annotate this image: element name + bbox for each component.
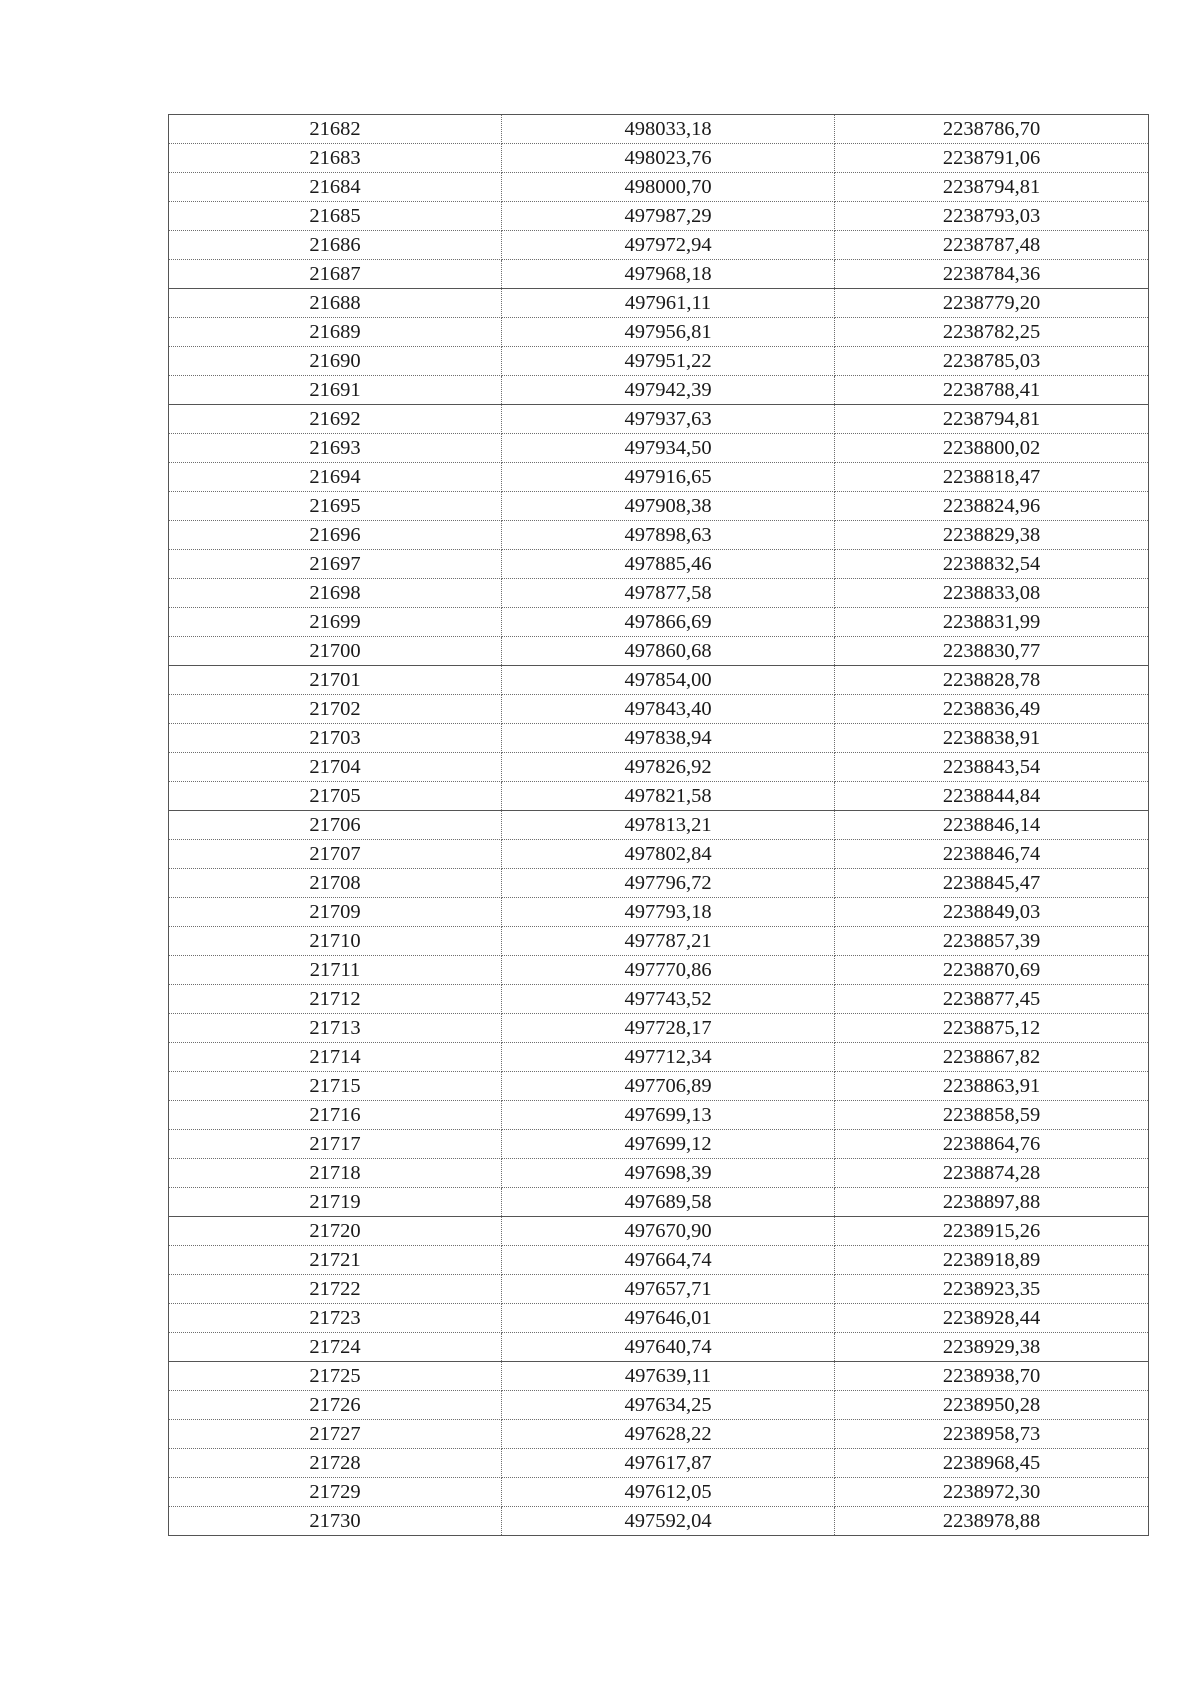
point-number-cell: 21701: [169, 666, 502, 695]
y-coordinate-cell: 2238950,28: [835, 1391, 1149, 1420]
y-coordinate-cell: 2238828,78: [835, 666, 1149, 695]
point-number-cell: 21730: [169, 1507, 502, 1536]
table-row: [169, 1130, 1149, 1159]
y-coordinate-cell: 2238857,39: [835, 927, 1149, 956]
y-coordinate-cell: 2238864,76: [835, 1130, 1149, 1159]
x-coordinate-cell: 497802,84: [502, 840, 835, 869]
table-row: [169, 260, 1149, 289]
y-coordinate-cell: 2238929,38: [835, 1333, 1149, 1362]
x-coordinate-cell: 497617,87: [502, 1449, 835, 1478]
table-row: [169, 202, 1149, 231]
x-coordinate-cell: 497728,17: [502, 1014, 835, 1043]
x-coordinate-cell: 497854,00: [502, 666, 835, 695]
x-coordinate-cell: 497628,22: [502, 1420, 835, 1449]
table-row: [169, 579, 1149, 608]
x-coordinate-cell: 497770,86: [502, 956, 835, 985]
table-row: [169, 550, 1149, 579]
point-number-cell: 21682: [169, 115, 502, 144]
y-coordinate-cell: 2238870,69: [835, 956, 1149, 985]
point-number-cell: 21694: [169, 463, 502, 492]
point-number-cell: 21725: [169, 1362, 502, 1391]
point-number-cell: 21727: [169, 1420, 502, 1449]
point-number-cell: 21729: [169, 1478, 502, 1507]
x-coordinate-cell: 497968,18: [502, 260, 835, 289]
y-coordinate-cell: 2238829,38: [835, 521, 1149, 550]
point-number-cell: 21685: [169, 202, 502, 231]
point-number-cell: 21689: [169, 318, 502, 347]
point-number-cell: 21688: [169, 289, 502, 318]
coordinates-table: [168, 114, 1149, 1536]
y-coordinate-cell: 2238824,96: [835, 492, 1149, 521]
point-number-cell: 21726: [169, 1391, 502, 1420]
x-coordinate-cell: 497634,25: [502, 1391, 835, 1420]
table-row: [169, 1507, 1149, 1536]
x-coordinate-cell: 497657,71: [502, 1275, 835, 1304]
y-coordinate-cell: 2238968,45: [835, 1449, 1149, 1478]
y-coordinate-cell: 2238794,81: [835, 405, 1149, 434]
y-coordinate-cell: 2238786,70: [835, 115, 1149, 144]
y-coordinate-cell: 2238928,44: [835, 1304, 1149, 1333]
y-coordinate-cell: 2238832,54: [835, 550, 1149, 579]
x-coordinate-cell: 497956,81: [502, 318, 835, 347]
table-row: [169, 1420, 1149, 1449]
x-coordinate-cell: 497898,63: [502, 521, 835, 550]
point-number-cell: 21718: [169, 1159, 502, 1188]
table-row: [169, 753, 1149, 782]
table-row: [169, 1362, 1149, 1391]
x-coordinate-cell: 497640,74: [502, 1333, 835, 1362]
y-coordinate-cell: 2238818,47: [835, 463, 1149, 492]
y-coordinate-cell: 2238846,74: [835, 840, 1149, 869]
table-row: [169, 840, 1149, 869]
x-coordinate-cell: 497885,46: [502, 550, 835, 579]
y-coordinate-cell: 2238858,59: [835, 1101, 1149, 1130]
table-row: [169, 869, 1149, 898]
x-coordinate-cell: 497826,92: [502, 753, 835, 782]
table-row: [169, 376, 1149, 405]
point-number-cell: 21717: [169, 1130, 502, 1159]
x-coordinate-cell: 498033,18: [502, 115, 835, 144]
point-number-cell: 21711: [169, 956, 502, 985]
point-number-cell: 21715: [169, 1072, 502, 1101]
x-coordinate-cell: 497972,94: [502, 231, 835, 260]
y-coordinate-cell: 2238794,81: [835, 173, 1149, 202]
point-number-cell: 21691: [169, 376, 502, 405]
y-coordinate-cell: 2238788,41: [835, 376, 1149, 405]
y-coordinate-cell: 2238978,88: [835, 1507, 1149, 1536]
coordinates-table-body: [169, 115, 1149, 1536]
point-number-cell: 21696: [169, 521, 502, 550]
table-row: [169, 318, 1149, 347]
table-row: [169, 1159, 1149, 1188]
table-row: [169, 115, 1149, 144]
y-coordinate-cell: 2238875,12: [835, 1014, 1149, 1043]
table-row: [169, 695, 1149, 724]
point-number-cell: 21706: [169, 811, 502, 840]
table-row: [169, 521, 1149, 550]
point-number-cell: 21683: [169, 144, 502, 173]
x-coordinate-cell: 497646,01: [502, 1304, 835, 1333]
point-number-cell: 21712: [169, 985, 502, 1014]
table-row: [169, 144, 1149, 173]
y-coordinate-cell: 2238844,84: [835, 782, 1149, 811]
x-coordinate-cell: 497698,39: [502, 1159, 835, 1188]
table-row: [169, 405, 1149, 434]
y-coordinate-cell: 2238915,26: [835, 1217, 1149, 1246]
y-coordinate-cell: 2238877,45: [835, 985, 1149, 1014]
table-row: [169, 724, 1149, 753]
point-number-cell: 21721: [169, 1246, 502, 1275]
point-number-cell: 21724: [169, 1333, 502, 1362]
x-coordinate-cell: 497612,05: [502, 1478, 835, 1507]
x-coordinate-cell: 497670,90: [502, 1217, 835, 1246]
x-coordinate-cell: 497796,72: [502, 869, 835, 898]
y-coordinate-cell: 2238867,82: [835, 1043, 1149, 1072]
point-number-cell: 21709: [169, 898, 502, 927]
table-row: [169, 347, 1149, 376]
table-row: [169, 1391, 1149, 1420]
y-coordinate-cell: 2238784,36: [835, 260, 1149, 289]
x-coordinate-cell: 497860,68: [502, 637, 835, 666]
y-coordinate-cell: 2238874,28: [835, 1159, 1149, 1188]
x-coordinate-cell: 497877,58: [502, 579, 835, 608]
y-coordinate-cell: 2238787,48: [835, 231, 1149, 260]
x-coordinate-cell: 497951,22: [502, 347, 835, 376]
table-row: [169, 1246, 1149, 1275]
x-coordinate-cell: 497838,94: [502, 724, 835, 753]
x-coordinate-cell: 497961,11: [502, 289, 835, 318]
x-coordinate-cell: 497699,12: [502, 1130, 835, 1159]
y-coordinate-cell: 2238846,14: [835, 811, 1149, 840]
y-coordinate-cell: 2238918,89: [835, 1246, 1149, 1275]
point-number-cell: 21703: [169, 724, 502, 753]
table-row: [169, 1014, 1149, 1043]
y-coordinate-cell: 2238897,88: [835, 1188, 1149, 1217]
y-coordinate-cell: 2238782,25: [835, 318, 1149, 347]
y-coordinate-cell: 2238838,91: [835, 724, 1149, 753]
table-row: [169, 1217, 1149, 1246]
table-row: [169, 173, 1149, 202]
y-coordinate-cell: 2238785,03: [835, 347, 1149, 376]
point-number-cell: 21713: [169, 1014, 502, 1043]
y-coordinate-cell: 2238923,35: [835, 1275, 1149, 1304]
point-number-cell: 21720: [169, 1217, 502, 1246]
point-number-cell: 21700: [169, 637, 502, 666]
table-row: [169, 898, 1149, 927]
table-row: [169, 637, 1149, 666]
y-coordinate-cell: 2238958,73: [835, 1420, 1149, 1449]
table-row: [169, 811, 1149, 840]
point-number-cell: 21716: [169, 1101, 502, 1130]
y-coordinate-cell: 2238793,03: [835, 202, 1149, 231]
table-row: [169, 1449, 1149, 1478]
point-number-cell: 21723: [169, 1304, 502, 1333]
y-coordinate-cell: 2238938,70: [835, 1362, 1149, 1391]
y-coordinate-cell: 2238972,30: [835, 1478, 1149, 1507]
x-coordinate-cell: 497942,39: [502, 376, 835, 405]
x-coordinate-cell: 497821,58: [502, 782, 835, 811]
table-row: [169, 1043, 1149, 1072]
x-coordinate-cell: 497592,04: [502, 1507, 835, 1536]
point-number-cell: 21693: [169, 434, 502, 463]
table-row: [169, 1275, 1149, 1304]
point-number-cell: 21692: [169, 405, 502, 434]
point-number-cell: 21702: [169, 695, 502, 724]
point-number-cell: 21686: [169, 231, 502, 260]
point-number-cell: 21714: [169, 1043, 502, 1072]
x-coordinate-cell: 497699,13: [502, 1101, 835, 1130]
table-row: [169, 666, 1149, 695]
point-number-cell: 21707: [169, 840, 502, 869]
table-row: [169, 492, 1149, 521]
table-row: [169, 1072, 1149, 1101]
x-coordinate-cell: 497866,69: [502, 608, 835, 637]
x-coordinate-cell: 497987,29: [502, 202, 835, 231]
x-coordinate-cell: 497908,38: [502, 492, 835, 521]
table-row: [169, 782, 1149, 811]
y-coordinate-cell: 2238800,02: [835, 434, 1149, 463]
table-row: [169, 927, 1149, 956]
table-row: [169, 289, 1149, 318]
y-coordinate-cell: 2238845,47: [835, 869, 1149, 898]
x-coordinate-cell: 497706,89: [502, 1072, 835, 1101]
table-row: [169, 985, 1149, 1014]
point-number-cell: 21684: [169, 173, 502, 202]
point-number-cell: 21697: [169, 550, 502, 579]
y-coordinate-cell: 2238831,99: [835, 608, 1149, 637]
y-coordinate-cell: 2238830,77: [835, 637, 1149, 666]
x-coordinate-cell: 497934,50: [502, 434, 835, 463]
y-coordinate-cell: 2238833,08: [835, 579, 1149, 608]
y-coordinate-cell: 2238849,03: [835, 898, 1149, 927]
point-number-cell: 21708: [169, 869, 502, 898]
point-number-cell: 21704: [169, 753, 502, 782]
table-row: [169, 1101, 1149, 1130]
x-coordinate-cell: 497937,63: [502, 405, 835, 434]
y-coordinate-cell: 2238791,06: [835, 144, 1149, 173]
x-coordinate-cell: 497916,65: [502, 463, 835, 492]
x-coordinate-cell: 497664,74: [502, 1246, 835, 1275]
x-coordinate-cell: 497689,58: [502, 1188, 835, 1217]
x-coordinate-cell: 497787,21: [502, 927, 835, 956]
point-number-cell: 21699: [169, 608, 502, 637]
point-number-cell: 21690: [169, 347, 502, 376]
x-coordinate-cell: 498023,76: [502, 144, 835, 173]
point-number-cell: 21728: [169, 1449, 502, 1478]
x-coordinate-cell: 497793,18: [502, 898, 835, 927]
point-number-cell: 21719: [169, 1188, 502, 1217]
x-coordinate-cell: 497813,21: [502, 811, 835, 840]
x-coordinate-cell: 497712,34: [502, 1043, 835, 1072]
table-row: [169, 956, 1149, 985]
point-number-cell: 21710: [169, 927, 502, 956]
point-number-cell: 21695: [169, 492, 502, 521]
table-row: [169, 1304, 1149, 1333]
table-row: [169, 463, 1149, 492]
table-row: [169, 1478, 1149, 1507]
table-row: [169, 608, 1149, 637]
x-coordinate-cell: 497743,52: [502, 985, 835, 1014]
point-number-cell: 21705: [169, 782, 502, 811]
y-coordinate-cell: 2238779,20: [835, 289, 1149, 318]
y-coordinate-cell: 2238843,54: [835, 753, 1149, 782]
table-row: [169, 1333, 1149, 1362]
x-coordinate-cell: 498000,70: [502, 173, 835, 202]
point-number-cell: 21687: [169, 260, 502, 289]
x-coordinate-cell: 497843,40: [502, 695, 835, 724]
table-row: [169, 434, 1149, 463]
table-row: [169, 231, 1149, 260]
point-number-cell: 21722: [169, 1275, 502, 1304]
y-coordinate-cell: 2238836,49: [835, 695, 1149, 724]
point-number-cell: 21698: [169, 579, 502, 608]
x-coordinate-cell: 497639,11: [502, 1362, 835, 1391]
y-coordinate-cell: 2238863,91: [835, 1072, 1149, 1101]
table-row: [169, 1188, 1149, 1217]
